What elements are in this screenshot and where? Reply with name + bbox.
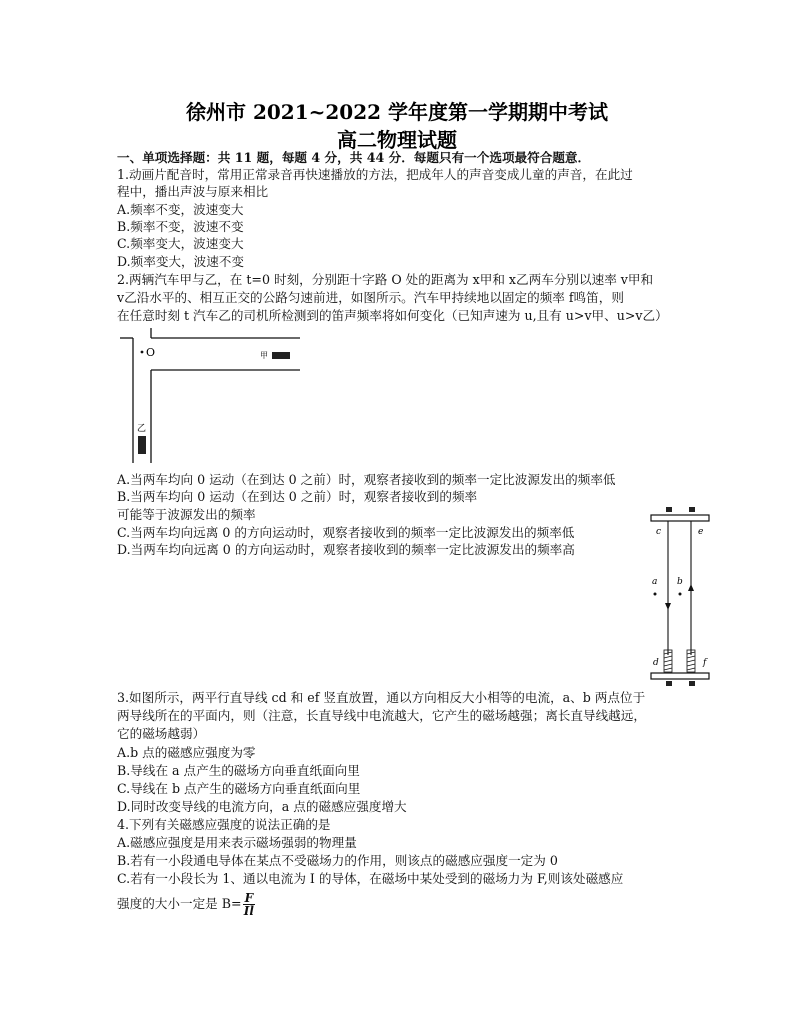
q3-stem-line2: 两导线所在的平面内，则（注意，长直导线中电流越大，它产生的磁场越强；离长直导线越远，	[117, 708, 646, 723]
q4-stem: 4.下列有关磁感应强度的说法正确的是	[117, 817, 331, 832]
label-f: f	[703, 658, 707, 668]
parallel-wires-figure	[648, 505, 718, 690]
point-a	[654, 593, 657, 596]
car-b-label: 乙	[137, 424, 147, 434]
q2-option-b: B.当两车均向 0 运动（在到达 0 之前）时，观察者接收到的频率	[117, 489, 478, 504]
label-c: c	[656, 527, 662, 537]
q2-option-a: A.当两车均向 0 运动（在到达 0 之前）时，观察者接收到的频率一定比波源发出的频率低	[117, 472, 616, 487]
bottom-clamp-right	[689, 681, 695, 686]
formula-fraction	[243, 892, 256, 917]
top-bar	[651, 515, 709, 521]
top-clamp-left	[666, 507, 672, 512]
car-a-label: 甲	[260, 351, 268, 360]
origin-label: O	[146, 346, 156, 359]
q3-option-d: D.同时改变导线的电流方向，a 点的磁感应强度增大	[117, 799, 407, 814]
q3-stem-line1: 3.如图所示，两平行直导线 cd 和 ef 竖直放置，通以方向相反大小相等的电流，a、b 两点位于	[117, 690, 646, 705]
bottom-clamp-left	[666, 681, 672, 686]
exam-title: 徐州市 2021~2022 学年度第一学期期中考试	[185, 100, 608, 124]
formula-numerator: F	[244, 891, 254, 905]
label-e: e	[698, 527, 704, 537]
q3-option-a: A.b 点的磁感应强度为零	[117, 745, 256, 760]
q1-option-b: B.频率不变，波速不变	[117, 219, 244, 234]
q2-stem-line3: 在任意时刻 t 汽车乙的司机所检测到的笛声频率将如何变化（已知声速为 u,且有 u>v甲、u>v乙）	[117, 308, 668, 323]
q2-stem-line2: v乙沿水平的、相互正交的公路匀速前进，如图所示。汽车甲持续地以固定的频率 f鸣笛，则	[117, 290, 624, 305]
formula-denominator: Il	[243, 904, 254, 918]
bottom-bar	[651, 673, 709, 679]
q1-option-a: A.频率不变，波速变大	[117, 202, 244, 217]
q1-stem-line2: 程中，播出声波与原来相比	[117, 184, 269, 199]
q3-option-b: B.导线在 a 点产生的磁场方向垂直纸面向里	[117, 763, 360, 778]
q2-option-c: C.当两车均向远离 0 的方向运动时，观察者接收到的频率一定比波源发出的频率低	[117, 525, 575, 540]
q4-option-c-prefix: 强度的大小一定是 B=	[117, 896, 242, 911]
top-clamp-right	[689, 507, 695, 512]
section-heading: 一、单项选择题：共 11 题，每题 4 分，共 44 分．每题只有一个选项最符合题意．	[117, 150, 591, 165]
car-a-icon	[272, 352, 290, 359]
q1-option-d: D.频率变大，波速不变	[117, 254, 244, 269]
q4-option-b: B.若有一小段通电导体在某点不受磁场力的作用，则该点的磁感应强度一定为 0	[117, 853, 558, 868]
q4-option-c-line2	[117, 892, 255, 917]
car-b-icon	[138, 436, 146, 454]
exam-subtitle: 高二物理试题	[337, 128, 457, 152]
arrow-down-icon	[665, 603, 671, 610]
spring-left	[664, 650, 672, 672]
arrow-up-icon	[688, 584, 694, 591]
q2-stem-line1: 2.两辆汽车甲与乙，在 t=0 时刻，分别距十字路 O 处的距离为 x甲和 x乙两车分别以速率 v甲和	[117, 272, 654, 287]
q4-option-c-line1: C.若有一小段长为 1、通以电流为 I 的导体，在磁场中某处受到的磁场力为 F,则该处磁感应	[117, 871, 624, 886]
point-b	[679, 593, 682, 596]
crossroad-figure	[115, 328, 305, 468]
q3-stem-line3: 它的磁场越弱）	[117, 726, 206, 741]
q1-option-c: C.频率变大，波速变大	[117, 236, 244, 251]
q2-option-b-cont: 可能等于波源发出的频率	[117, 507, 256, 522]
label-d: d	[653, 658, 659, 668]
q2-option-d: D.当两车均向远离 0 的方向运动时，观察者接收到的频率一定比波源发出的频率高	[117, 542, 575, 557]
label-a: a	[652, 577, 658, 587]
label-b: b	[677, 577, 683, 587]
origin-dot	[141, 351, 144, 354]
q1-stem-line1: 1.动画片配音时，常用正常录音再快速播放的方法，把成年人的声音变成儿童的声音，在此过	[117, 167, 633, 182]
spring-right	[687, 650, 695, 672]
q3-option-c: C.导线在 b 点产生的磁场方向垂直纸面向里	[117, 781, 361, 796]
q4-option-a: A.磁感应强度是用来表示磁场强弱的物理量	[117, 835, 357, 850]
